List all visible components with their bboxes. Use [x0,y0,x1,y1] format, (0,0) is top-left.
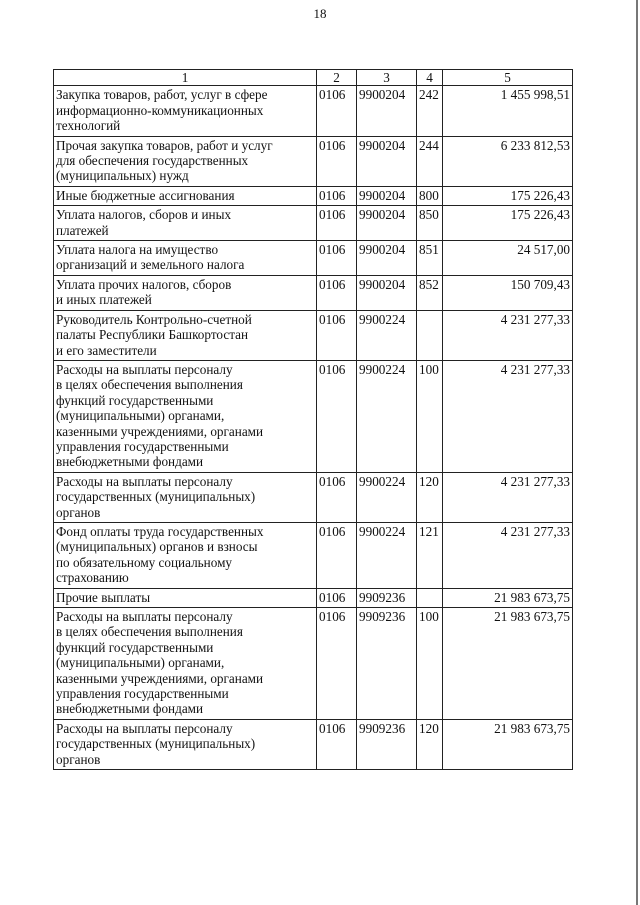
expense-type-cell: 800 [417,186,443,205]
name-cell: Уплата налога на имущество организаций и земельного налога [54,241,317,276]
amount-cell: 175 226,43 [443,206,573,241]
header-row [54,70,573,86]
target-code-cell: 9900204 [357,186,417,205]
section-code-cell: 0106 [317,608,357,720]
table-row [54,275,573,310]
header-cell-target: 3 [357,70,417,86]
section-code-cell: 0106 [317,310,357,360]
amount-cell: 24 517,00 [443,241,573,276]
header-cell-section: 2 [317,70,357,86]
target-code-cell: 9900204 [357,275,417,310]
amount-cell: 6 233 812,53 [443,136,573,186]
expense-type-cell: 120 [417,719,443,769]
amount-cell: 21 983 673,75 [443,588,573,607]
section-code-cell: 0106 [317,241,357,276]
table-row [54,360,573,472]
target-code-cell: 9900204 [357,86,417,136]
amount-cell: 175 226,43 [443,186,573,205]
target-code-cell: 9909236 [357,588,417,607]
expense-type-cell: 850 [417,206,443,241]
target-code-cell: 9909236 [357,608,417,720]
expense-type-cell: 851 [417,241,443,276]
expense-type-cell [417,588,443,607]
table-row [54,186,573,205]
target-code-cell: 9900204 [357,206,417,241]
section-code-cell: 0106 [317,136,357,186]
target-code-cell: 9909236 [357,719,417,769]
table-row [54,86,573,136]
name-cell: Руководитель Контрольно-счетной палаты Республики Башкортостан и его заместители [54,310,317,360]
section-code-cell: 0106 [317,522,357,588]
expense-type-cell: 852 [417,275,443,310]
target-code-cell: 9900204 [357,136,417,186]
table-row [54,608,573,720]
section-code-cell: 0106 [317,719,357,769]
name-cell: Иные бюджетные ассигнования [54,186,317,205]
amount-cell: 21 983 673,75 [443,719,573,769]
table-row [54,136,573,186]
name-cell: Закупка товаров, работ, услуг в сфере информационно-коммуникационных технологий [54,86,317,136]
expense-type-cell: 100 [417,608,443,720]
expense-type-cell: 100 [417,360,443,472]
amount-cell: 4 231 277,33 [443,522,573,588]
name-cell: Прочие выплаты [54,588,317,607]
table-row [54,206,573,241]
budget-table [53,69,573,770]
name-cell: Расходы на выплаты персоналу государственных (муниципальных) органов [54,719,317,769]
name-cell: Расходы на выплаты персоналу в целях обеспечения выполнения функций государственными (муниципальными) органами, казенными учреждениями, органами управления государственными внебюджетными фондами [54,360,317,472]
table-row [54,241,573,276]
amount-cell: 4 231 277,33 [443,472,573,522]
expense-type-cell: 121 [417,522,443,588]
expense-type-cell: 120 [417,472,443,522]
section-code-cell: 0106 [317,588,357,607]
target-code-cell: 9900224 [357,522,417,588]
expense-type-cell [417,310,443,360]
target-code-cell: 9900224 [357,310,417,360]
table-row [54,472,573,522]
header-cell-amount: 5 [443,70,573,86]
scan-edge [636,0,638,905]
amount-cell: 4 231 277,33 [443,360,573,472]
section-code-cell: 0106 [317,206,357,241]
section-code-cell: 0106 [317,86,357,136]
target-code-cell: 9900204 [357,241,417,276]
expense-type-cell: 244 [417,136,443,186]
name-cell: Уплата прочих налогов, сборов и иных платежей [54,275,317,310]
table-row [54,522,573,588]
expense-type-cell: 242 [417,86,443,136]
name-cell: Уплата налогов, сборов и иных платежей [54,206,317,241]
header-cell-name: 1 [54,70,317,86]
name-cell: Расходы на выплаты персоналу государственных (муниципальных) органов [54,472,317,522]
amount-cell: 1 455 998,51 [443,86,573,136]
section-code-cell: 0106 [317,472,357,522]
table-row [54,719,573,769]
amount-cell: 21 983 673,75 [443,608,573,720]
amount-cell: 150 709,43 [443,275,573,310]
amount-cell: 4 231 277,33 [443,310,573,360]
section-code-cell: 0106 [317,186,357,205]
section-code-cell: 0106 [317,360,357,472]
name-cell: Фонд оплаты труда государственных (муниципальных) органов и взносы по обязательному социальному страхованию [54,522,317,588]
table-row [54,588,573,607]
target-code-cell: 9900224 [357,472,417,522]
name-cell: Прочая закупка товаров, работ и услуг для обеспечения государственных (муниципальных) нужд [54,136,317,186]
table-row [54,310,573,360]
target-code-cell: 9900224 [357,360,417,472]
name-cell: Расходы на выплаты персоналу в целях обеспечения выполнения функций государственными (муниципальными) органами, казенными учреждениями, органами управления государственными внебюджетными фондами [54,608,317,720]
page-number: 18 [313,6,327,21]
header-cell-type: 4 [417,70,443,86]
section-code-cell: 0106 [317,275,357,310]
